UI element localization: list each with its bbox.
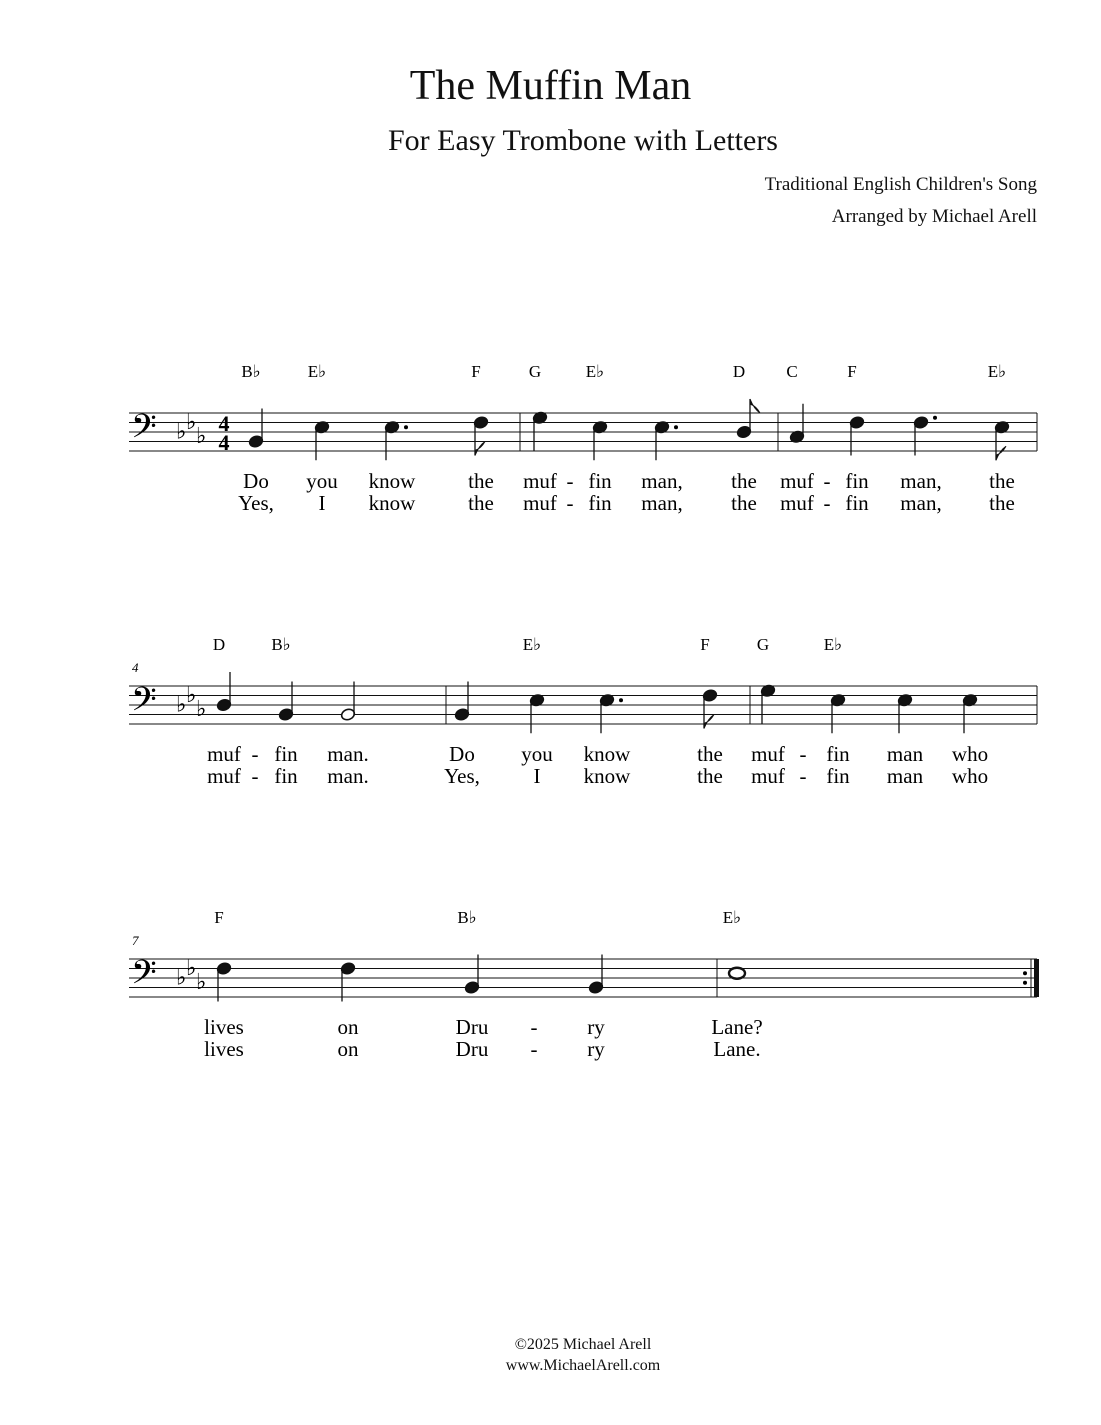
key-flat-icon: ♭	[176, 965, 187, 991]
dot	[619, 698, 623, 702]
note-letter: F	[471, 362, 481, 381]
lyric-hyphen: -	[251, 742, 259, 766]
lyric-syllable: fin	[588, 469, 612, 493]
note	[473, 416, 489, 456]
lyric-hyphen: -	[566, 469, 574, 493]
lyric-syllable: know	[583, 764, 631, 788]
note	[736, 399, 760, 439]
lyric-syllable: Dru	[455, 1037, 489, 1061]
lyric-syllable: know	[368, 491, 416, 515]
lyric-syllable: Do	[243, 469, 269, 493]
flag	[750, 399, 760, 413]
lyric-hyphen: -	[799, 742, 807, 766]
note	[588, 955, 604, 995]
lyric-hyphen: -	[530, 1037, 538, 1061]
lyric-syllable: muf	[523, 469, 557, 493]
key-flat-icon: ♭	[196, 424, 207, 449]
note	[913, 416, 937, 456]
lyric-syllable: you	[306, 469, 338, 493]
note	[532, 411, 548, 451]
bass-clef-icon: 𝄢	[131, 408, 157, 454]
lyric-syllable: on	[337, 1015, 359, 1039]
lyric-syllable: the	[731, 491, 757, 515]
key-flat-icon: ♭	[196, 697, 207, 722]
copyright-notice: ©2025 Michael Arell	[514, 1336, 652, 1353]
staff-system	[129, 635, 1037, 788]
note	[340, 682, 356, 722]
note	[599, 693, 623, 733]
staff-system	[129, 362, 1037, 515]
lyric-syllable: fin	[274, 742, 298, 766]
lyric-syllable: fin	[845, 491, 869, 515]
lyric-syllable: the	[989, 469, 1015, 493]
lyric-syllable: the	[468, 469, 494, 493]
note-letter: F	[700, 635, 710, 654]
lyric-syllable: ry	[587, 1037, 605, 1061]
lyric-hyphen: -	[251, 764, 259, 788]
note	[340, 962, 356, 1002]
lyric-syllable: man	[886, 764, 924, 788]
note-letter: G	[756, 635, 770, 654]
note	[384, 420, 408, 460]
lyric-hyphen: -	[566, 491, 574, 515]
bass-clef-icon: 𝄢	[131, 954, 157, 1000]
note	[789, 404, 805, 444]
lyric-syllable: ry	[587, 1015, 605, 1039]
lyric-syllable: man	[886, 742, 924, 766]
time-signature-bottom: 4	[218, 430, 230, 455]
lyric-syllable: fin	[845, 469, 869, 493]
key-flat-icon: ♭	[186, 682, 197, 708]
lyric-syllable: Lane.	[713, 1037, 761, 1061]
lyric-syllable: man,	[641, 491, 683, 515]
lyric-hyphen: -	[823, 469, 831, 493]
note-letter: E♭	[823, 635, 843, 654]
lyric-syllable: muf	[751, 764, 785, 788]
staff-system	[129, 908, 1039, 1061]
note-letter: F	[847, 362, 857, 381]
lyric-syllable: muf	[207, 742, 241, 766]
note-letter: G	[528, 362, 542, 381]
dot	[404, 425, 408, 429]
note-letter: C	[786, 362, 798, 381]
lyric-syllable: the	[697, 742, 723, 766]
note	[654, 420, 678, 460]
time-signature-top: 4	[218, 411, 230, 436]
note	[464, 955, 480, 995]
flag	[704, 715, 714, 729]
note-letter: E♭	[987, 362, 1007, 381]
notehead	[729, 968, 745, 979]
lyric-syllable: who	[951, 742, 989, 766]
lyric-syllable: the	[468, 491, 494, 515]
note	[830, 693, 846, 733]
repeat-dot	[1023, 981, 1027, 985]
song-subtitle: For Easy Trombone with Letters	[388, 124, 778, 157]
lyric-syllable: I	[318, 491, 326, 515]
composer-credit: Traditional English Children's Song	[764, 174, 1037, 195]
note-letter: E♭	[307, 362, 327, 381]
note	[760, 684, 776, 724]
note-letter: D	[212, 635, 226, 654]
note	[529, 693, 545, 733]
lyric-syllable: fin	[826, 764, 850, 788]
lyric-syllable: know	[583, 742, 631, 766]
note-letter: D	[732, 362, 746, 381]
lyric-syllable: man,	[641, 469, 683, 493]
measure-number: 7	[132, 933, 139, 948]
lyric-syllable: you	[521, 742, 553, 766]
lyric-syllable: lives	[204, 1037, 244, 1061]
measure-number: 4	[132, 660, 139, 675]
note	[216, 962, 232, 1002]
dot	[674, 425, 678, 429]
note	[278, 682, 294, 722]
lyric-syllable: Dru	[455, 1015, 489, 1039]
lyric-syllable: fin	[588, 491, 612, 515]
lyric-syllable: Yes,	[444, 764, 480, 788]
lyric-syllable: Yes,	[238, 491, 274, 515]
key-flat-icon: ♭	[176, 692, 187, 718]
lyric-syllable: the	[731, 469, 757, 493]
lyric-syllable: the	[989, 491, 1015, 515]
lyric-syllable: muf	[523, 491, 557, 515]
key-flat-icon: ♭	[186, 955, 197, 981]
lyric-syllable: muf	[780, 491, 814, 515]
lyric-hyphen: -	[799, 764, 807, 788]
flag	[475, 442, 485, 456]
lyric-hyphen: -	[823, 491, 831, 515]
repeat-barline	[1034, 959, 1039, 997]
website-link[interactable]: www.MichaelArell.com	[505, 1357, 661, 1374]
note-letter: B♭	[241, 362, 261, 381]
lyric-syllable: know	[368, 469, 416, 493]
note	[702, 689, 718, 729]
lyric-syllable: the	[697, 764, 723, 788]
lyric-syllable: muf	[780, 469, 814, 493]
note-letter: E♭	[722, 908, 742, 927]
lyric-hyphen: -	[530, 1015, 538, 1039]
note	[729, 968, 745, 979]
note	[454, 682, 470, 722]
key-flat-icon: ♭	[186, 409, 197, 435]
dot	[933, 416, 937, 420]
bass-clef-icon: 𝄢	[131, 681, 157, 727]
lyric-syllable: muf	[207, 764, 241, 788]
arranger-credit: Arranged by Michael Arell	[831, 206, 1037, 227]
note-letter: E♭	[522, 635, 542, 654]
lyric-syllable: man.	[327, 764, 369, 788]
lyric-syllable: Do	[449, 742, 475, 766]
lyric-syllable: fin	[274, 764, 298, 788]
note-letter: E♭	[585, 362, 605, 381]
note	[962, 693, 978, 733]
flag	[996, 446, 1006, 460]
note	[216, 672, 232, 712]
note	[314, 420, 330, 460]
lyric-syllable: on	[337, 1037, 359, 1061]
note-letter: F	[214, 908, 224, 927]
key-flat-icon: ♭	[176, 419, 187, 445]
lyric-syllable: man.	[327, 742, 369, 766]
note	[592, 420, 608, 460]
lyric-syllable: man,	[900, 491, 942, 515]
note-letter: B♭	[271, 635, 291, 654]
lyric-syllable: Lane?	[711, 1015, 763, 1039]
note	[897, 693, 913, 733]
lyric-syllable: I	[533, 764, 541, 788]
song-title: The Muffin Man	[409, 63, 692, 109]
lyric-syllable: fin	[826, 742, 850, 766]
note	[248, 409, 264, 449]
note-letter: B♭	[457, 908, 477, 927]
lyric-syllable: muf	[751, 742, 785, 766]
note	[849, 416, 865, 456]
repeat-dot	[1023, 971, 1027, 975]
key-flat-icon: ♭	[196, 970, 207, 995]
lyric-syllable: who	[951, 764, 989, 788]
lyric-syllable: lives	[204, 1015, 244, 1039]
lyric-syllable: man,	[900, 469, 942, 493]
note	[994, 420, 1010, 460]
